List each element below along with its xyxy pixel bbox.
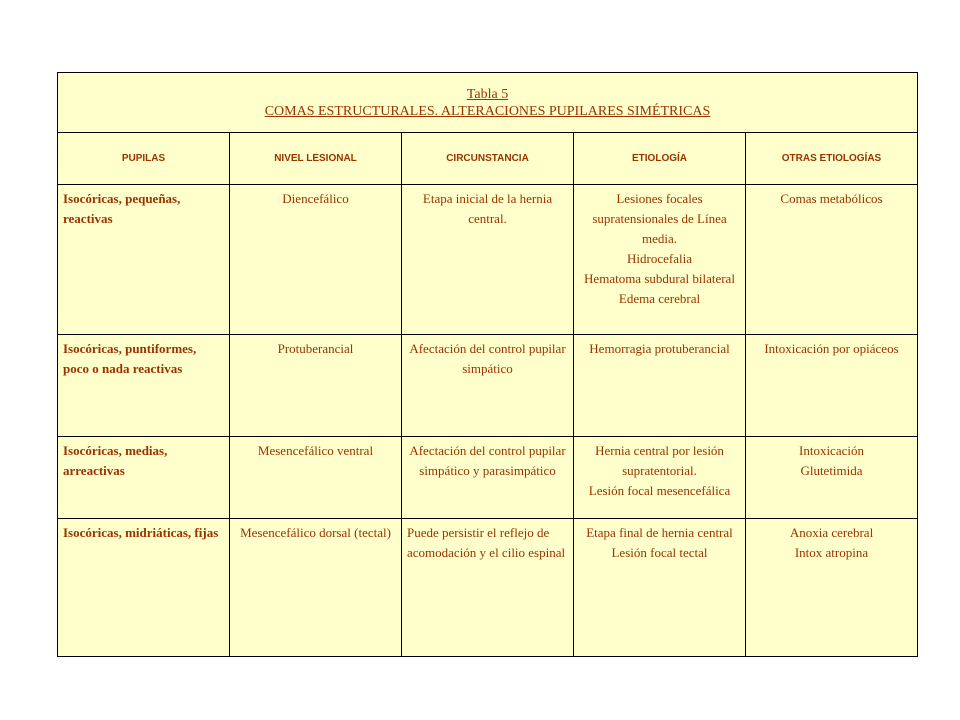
header-row <box>58 133 918 185</box>
etiologia-line: Hemorragia protuberancial <box>589 341 730 356</box>
table-row <box>58 335 918 437</box>
cell-otras <box>746 519 918 657</box>
header-nivel-lesional: NIVEL LESIONAL <box>230 133 402 185</box>
table-row <box>58 519 918 657</box>
etiologia-line: Edema cerebral <box>618 291 701 306</box>
etiologia-line: Etapa final de hernia central <box>586 525 733 540</box>
caption-row <box>58 73 918 133</box>
etiologia-line: Lesión focal mesencefálica <box>588 483 731 498</box>
header-circunstancia: CIRCUNSTANCIA <box>402 133 574 185</box>
cell-etiologia <box>574 519 746 657</box>
pupil-alterations-table <box>57 72 918 657</box>
otras-line: Anoxia cerebral <box>789 525 874 540</box>
cell-pupilas: Isocóricas, midriáticas, fijas <box>58 519 230 657</box>
cell-pupilas: Isocóricas, medias, arreactivas <box>58 437 230 519</box>
cell-circunstancia: Afectación del control pupilar simpático <box>402 335 574 437</box>
table-title: COMAS ESTRUCTURALES. ALTERACIONES PUPILARES SIMÉTRICAS <box>264 103 711 119</box>
table-container <box>57 72 918 656</box>
cell-nivel: Mesencefálico dorsal (tectal) <box>230 519 402 657</box>
otras-line: Intox atropina <box>794 545 869 560</box>
etiologia-line: Hernia central por lesión supratentorial. <box>595 443 724 478</box>
table-number: Tabla 5 <box>466 86 509 102</box>
header-otras-etiologias: OTRAS ETIOLOGÍAS <box>746 133 918 185</box>
otras-line: Glutetimida <box>800 463 863 478</box>
cell-otras: Intoxicación por opiáceos <box>746 335 918 437</box>
cell-etiologia <box>574 185 746 335</box>
header-pupilas: PUPILAS <box>58 133 230 185</box>
cell-pupilas: Isocóricas, puntiformes, poco o nada reactivas <box>58 335 230 437</box>
otras-line: Intoxicación <box>799 443 864 458</box>
cell-otras: Comas metabólicos <box>746 185 918 335</box>
cell-etiologia <box>574 335 746 437</box>
etiologia-line: Lesión focal tectal <box>611 545 708 560</box>
table-row <box>58 185 918 335</box>
cell-etiologia <box>574 437 746 519</box>
table-row <box>58 437 918 519</box>
cell-otras <box>746 437 918 519</box>
header-etiologia: ETIOLOGÍA <box>574 133 746 185</box>
cell-circunstancia: Puede persistir el reflejo de acomodación y el cilio espinal <box>402 519 574 657</box>
cell-pupilas: Isocóricas, pequeñas, reactivas <box>58 185 230 335</box>
etiologia-line: Lesiones focales supratensionales de Línea media. <box>592 191 727 246</box>
etiologia-line: Hidrocefalia <box>627 251 692 266</box>
table-caption <box>58 73 918 133</box>
cell-circunstancia: Etapa inicial de la hernia central. <box>402 185 574 335</box>
cell-nivel: Diencefálico <box>230 185 402 335</box>
cell-circunstancia: Afectación del control pupilar simpático y parasimpático <box>402 437 574 519</box>
cell-nivel: Protuberancial <box>230 335 402 437</box>
etiologia-line: Hematoma subdural bilateral <box>584 271 735 286</box>
cell-nivel: Mesencefálico ventral <box>230 437 402 519</box>
